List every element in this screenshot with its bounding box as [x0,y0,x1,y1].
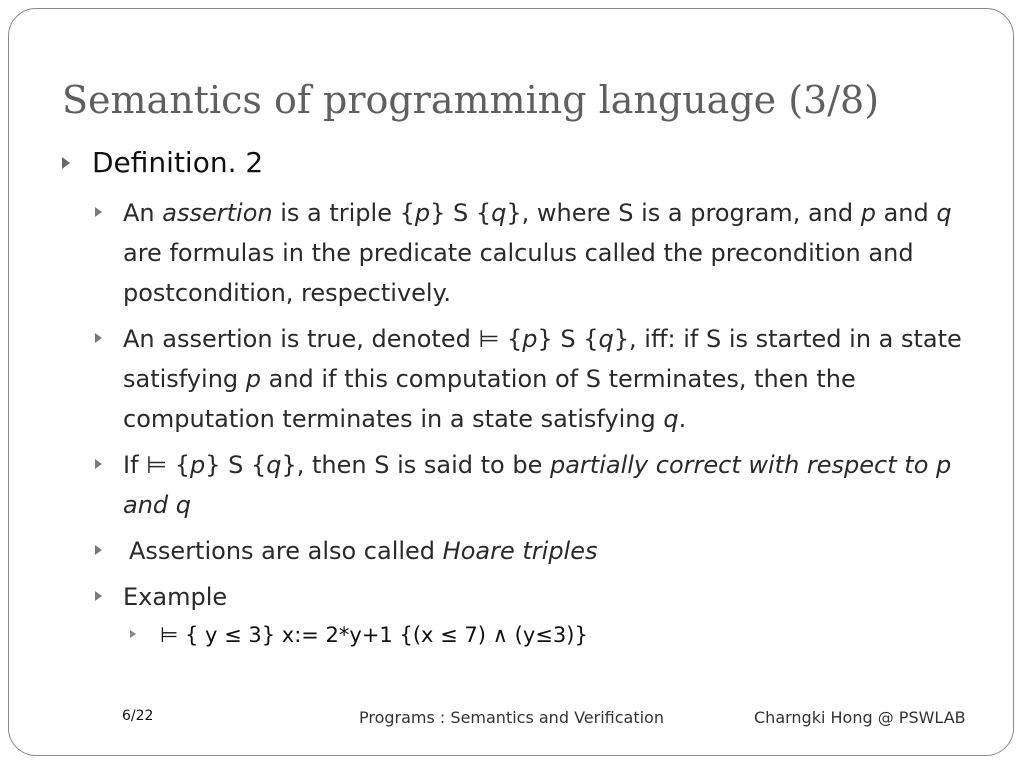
emphasis: p [414,199,431,227]
triangle-bullet-icon [95,459,102,469]
emphasis: p [245,365,261,393]
text: Example [123,583,228,611]
bullet-example [92,577,962,617]
bullet-hoare-triples [92,531,962,571]
emphasis: p [860,199,876,227]
text: } S { [430,199,492,227]
text: is a triple { [272,199,415,227]
bullet-partial-correctness [92,445,962,525]
text: are formulas in the predicate calculus called the precondition and postcondition, respectively. [123,239,914,307]
emphasis: q [663,405,679,433]
text: An assertion is true, denoted ⊨ { [123,325,523,353]
triangle-bullet-icon [62,157,70,169]
text: If ⊨ { [123,451,190,479]
emphasis: p [522,325,538,353]
bullet-assertion-definition [92,193,962,313]
triangle-bullet-icon [95,545,102,555]
slide-title: Semantics of programming language (3/8) [62,78,880,122]
formula-text: ⊨ { y ≤ 3} x:= 2*y+1 {(x ≤ 7) ∧ (y≤3)} [160,623,588,647]
emphasis: q [936,199,952,227]
text: Assertions are also called [129,537,443,565]
definition-heading: Definition. 2 [92,146,264,179]
emphasis: q [266,451,282,479]
author-credit: Charngki Hong @ PSWLAB [754,708,966,727]
course-title: Programs : Semantics and Verification [359,708,664,727]
emphasis: p [189,451,206,479]
triangle-bullet-icon [95,591,102,601]
text: }, iff: if S is started in a state satisfying [123,325,962,393]
triangle-bullet-icon [95,333,102,343]
text: . [678,405,687,433]
triangle-bullet-icon [95,207,102,217]
emphasis: q [598,325,614,353]
example-formula [130,617,962,653]
emphasis: partially correct with respect to p and q [123,451,952,519]
text: An [123,199,163,227]
text: } S { [537,325,599,353]
emphasis: Hoare triples [442,537,598,565]
text: }, then S is said to be [281,451,550,479]
triangle-bullet-icon [130,630,136,638]
bullet-assertion-true [92,319,962,439]
text: } S { [205,451,267,479]
text: and [875,199,937,227]
heading-bullet [62,146,962,179]
page-number: 6/22 [122,708,154,724]
emphasis: assertion [162,199,273,227]
text: and if this computation of S terminates, then the computation terminates in a state satisfying [123,365,856,433]
text: }, where S is a program, and [506,199,861,227]
slide-content [62,146,962,653]
emphasis: q [491,199,507,227]
